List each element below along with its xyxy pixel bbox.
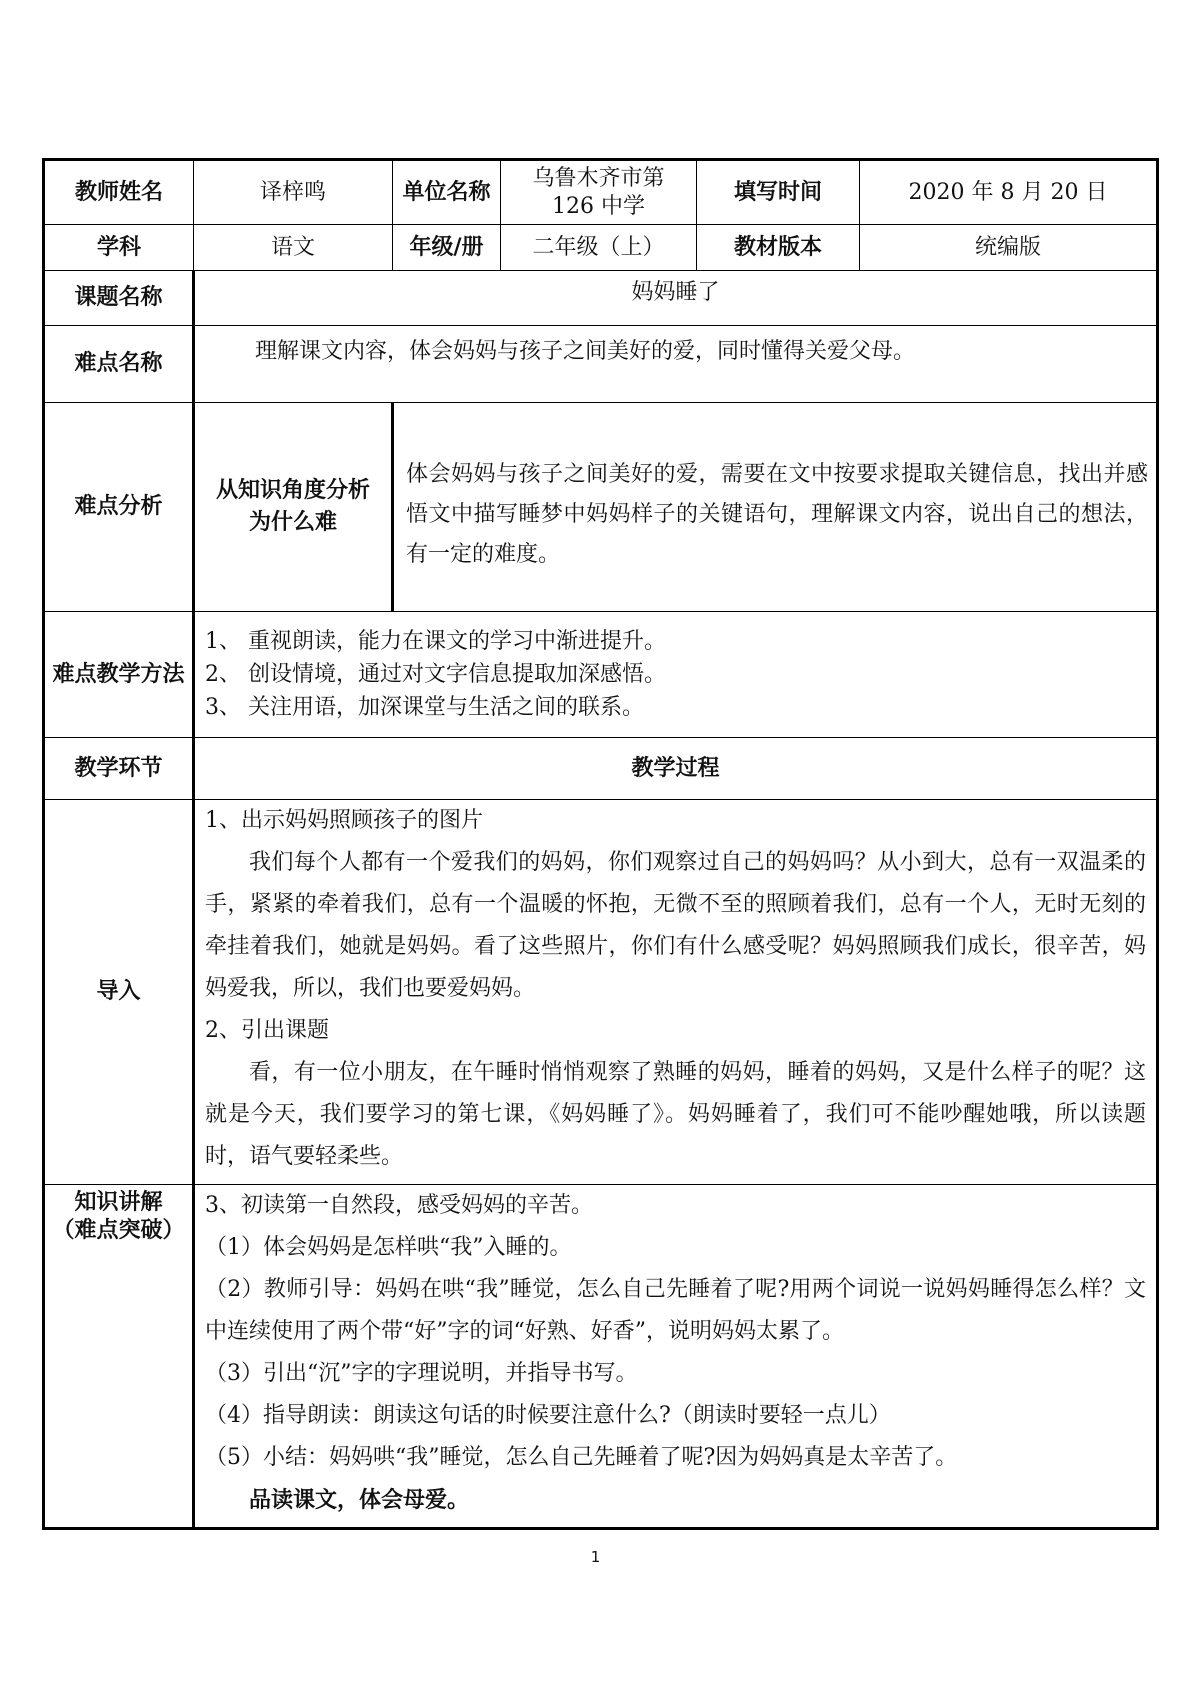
method-item: 1、 重视朗读，能力在课文的学习中渐进提升。 [205,629,666,654]
header-row-2 [44,225,1158,271]
knowledge-item-1: （1）体会妈妈是怎样哄“我”入睡的。 [205,1235,572,1260]
analysis-label: 难点分析 [44,403,194,612]
page-number: 1 [590,1548,601,1566]
intro-step-2: 2、引出课题 [205,1018,329,1043]
edition-value: 统编版 [860,225,1158,271]
topic-value: 妈妈睡了 [194,271,1158,326]
topic-label: 课题名称 [44,271,194,326]
date-value: 2020 年 8 月 20 日 [860,160,1158,225]
teacher-value: 译梓鸣 [194,160,393,225]
grade-value: 二年级（上） [501,225,697,271]
knowledge-summary: 品读课文，体会母爱。 [249,1487,470,1513]
edition-label: 教材版本 [697,225,860,271]
date-label: 填写时间 [697,160,860,225]
subject-value: 语文 [194,225,393,271]
difficulty-label: 难点名称 [44,326,194,403]
methods-row [44,612,1158,738]
intro-label: 导入 [44,800,194,1185]
knowledge-row [44,1185,1158,1529]
process-title: 教学过程 [194,738,1158,800]
knowledge-label-line2: （难点突破） [52,1218,185,1243]
process-stage-label: 教学环节 [44,738,194,800]
knowledge-label [44,1185,194,1529]
method-item: 3、 关注用语，加深课堂与生活之间的联系。 [205,695,644,720]
intro-paragraph-2: 看，有一位小朋友，在午睡时悄悄观察了熟睡的妈妈，睡着的妈妈，又是什么样子的呢？这就是今天，我们要学习的第七课，《妈妈睡了》。妈妈睡着了，我们可不能吵醒她哦，所以读题时，语气要轻柔些。 [205,1060,1146,1169]
lesson-plan-table [42,158,1159,1530]
knowledge-item-3: （3）引出“沉”字的字理说明，并指导书写。 [205,1361,638,1386]
methods-label: 难点教学方法 [44,612,194,738]
knowledge-item-2: （2）教师引导：妈妈在哄“我”睡觉，怎么自己先睡着了呢?用两个词说一说妈妈睡得怎么样？文中连续使用了两个带“好”字的词“好熟、好香”，说明妈妈太累了。 [205,1277,1146,1344]
grade-label: 年级/册 [393,225,501,271]
unit-value-line2: 126 中学 [552,193,645,219]
unit-value-line1: 乌鲁木齐市第 [532,165,665,191]
unit-label: 单位名称 [393,160,501,225]
difficulty-value: 理解课文内容，体会妈妈与孩子之间美好的爱，同时懂得关爱父母。 [194,326,1158,403]
header-row-1 [44,160,1158,225]
analysis-text: 体会妈妈与孩子之间美好的爱，需要在文中按要求提取关键信息，找出并感悟文中描写睡梦中妈妈样子的关键语句，理解课文内容，说出自己的想法，有一定的难度。 [393,403,1158,612]
topic-row [44,271,1158,326]
method-item: 2、 创设情境，通过对文字信息提取加深感悟。 [205,662,666,687]
process-header-row [44,738,1158,800]
methods-list [194,612,1158,738]
analysis-row [44,403,1158,612]
analysis-sub-label: 从知识角度分析为什么难 [194,403,393,612]
intro-row [44,800,1158,1185]
knowledge-item-4: （4）指导朗读：朗读这句话的时候要注意什么?（朗读时要轻一点儿） [205,1403,891,1428]
intro-paragraph-1: 我们每个人都有一个爱我们的妈妈，你们观察过自己的妈妈吗？从小到大，总有一双温柔的手，紧紧的牵着我们，总有一个温暖的怀抱，无微不至的照顾着我们，总有一个人，无时无刻的牵挂着我们，她就是妈妈。看了这些照片，你们有什么感受呢？妈妈照顾我们成长，很辛苦，妈妈爱我，所以，我们也要爱妈妈。 [205,850,1146,1001]
difficulty-row [44,326,1158,403]
intro-content [194,800,1158,1185]
knowledge-step-3: 3、初读第一自然段，感受妈妈的辛苦。 [205,1193,593,1218]
knowledge-item-5: （5）小结：妈妈哄“我”睡觉，怎么自己先睡着了呢?因为妈妈真是太辛苦了。 [205,1445,958,1470]
knowledge-label-line1: 知识讲解 [74,1190,163,1215]
knowledge-content [194,1185,1158,1529]
unit-value [501,160,697,225]
subject-label: 学科 [44,225,194,271]
intro-step-1: 1、出示妈妈照顾孩子的图片 [205,808,483,833]
teacher-label: 教师姓名 [44,160,194,225]
